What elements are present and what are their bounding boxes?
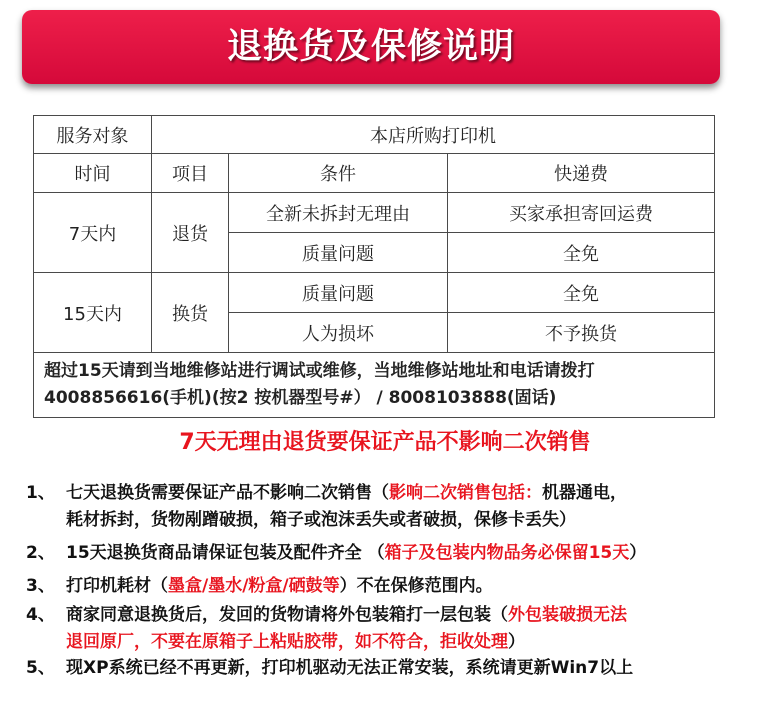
fee-cell: 全免 <box>448 233 715 273</box>
note-emphasis: 影响二次销售包括： <box>389 483 542 503</box>
note-text: 机器通电， <box>542 483 627 503</box>
header-item: 项目 <box>152 154 229 193</box>
list-item-line <box>66 571 493 596</box>
table-row <box>34 193 715 233</box>
list-item-line <box>66 478 627 503</box>
condition-cell: 人为损坏 <box>229 313 448 353</box>
table-note-row <box>34 353 715 418</box>
list-item-number: 2、 <box>26 543 55 563</box>
header-fee: 快递费 <box>448 154 715 193</box>
list-item-line: 现XP系统已经不再更新，打印机驱动无法正常安装，系统请更新Win7以上 <box>66 658 634 678</box>
list-item-number: 3、 <box>26 576 55 596</box>
list-item-line <box>66 538 646 563</box>
note-text: 七天退换货需要保证产品不影响二次销售（ <box>66 483 389 503</box>
header-condition: 条件 <box>229 154 448 193</box>
note-emphasis: 外包装破损无法 <box>508 605 627 625</box>
list-item-line: 耗材拆封，货物剐蹭破损，箱子或泡沫丢失或者破损，保修卡丢失） <box>66 510 576 530</box>
time-cell: 7天内 <box>34 193 152 273</box>
note-text: 15天退换货商品请保证包装及配件齐全 （ <box>66 543 385 563</box>
note-emphasis: 箱子及包装内物品务必保留15天 <box>384 543 630 563</box>
item-cell: 换货 <box>152 273 229 353</box>
table-note-cell <box>34 353 715 418</box>
policy-table <box>33 115 715 418</box>
time-cell: 15天内 <box>34 273 152 353</box>
list-item-number: 1、 <box>26 483 55 503</box>
note-text: ）不在保修范围内。 <box>339 576 493 596</box>
condition-cell: 质量问题 <box>229 273 448 313</box>
table-header-row <box>34 154 715 193</box>
item-cell: 退货 <box>152 193 229 273</box>
fee-cell: 买家承担寄回运费 <box>448 193 715 233</box>
table-row <box>34 273 715 313</box>
table-note-line: 超过15天请到当地维修站进行调试或维修，当地维修站地址和电话请拨打 <box>44 361 595 381</box>
table-row <box>34 116 715 154</box>
list-item-line <box>66 600 627 625</box>
note-text: ） <box>508 632 525 652</box>
condition-cell: 全新未拆封无理由 <box>229 193 448 233</box>
fee-cell: 不予换货 <box>448 313 715 353</box>
note-emphasis: 墨盒/墨水/粉盒/硒鼓等 <box>168 576 340 596</box>
condition-cell: 质量问题 <box>229 233 448 273</box>
page-title: 退换货及保修说明 <box>226 27 515 67</box>
note-text: 商家同意退换货后，发回的货物请将外包装箱打一层包装（ <box>66 605 508 625</box>
highlight-slogan: 7天无理由退货要保证产品不影响二次销售 <box>179 430 591 455</box>
service-label-cell: 服务对象 <box>34 116 152 154</box>
list-item-number: 5、 <box>26 658 55 678</box>
note-text: 打印机耗材（ <box>66 576 168 596</box>
title-banner <box>22 10 720 84</box>
header-time: 时间 <box>34 154 152 193</box>
table-note-line: 4008856616(手机)(按2 按机器型号#） / 8008103888(固话) <box>44 388 557 408</box>
list-item-number: 4、 <box>26 605 55 625</box>
fee-cell: 全免 <box>448 273 715 313</box>
note-emphasis: 退回原厂，不要在原箱子上粘贴胶带，如不符合，拒收处理 <box>66 632 508 652</box>
list-item-line <box>66 627 525 652</box>
service-value-cell: 本店所购打印机 <box>152 116 715 154</box>
note-text: ） <box>629 543 647 563</box>
